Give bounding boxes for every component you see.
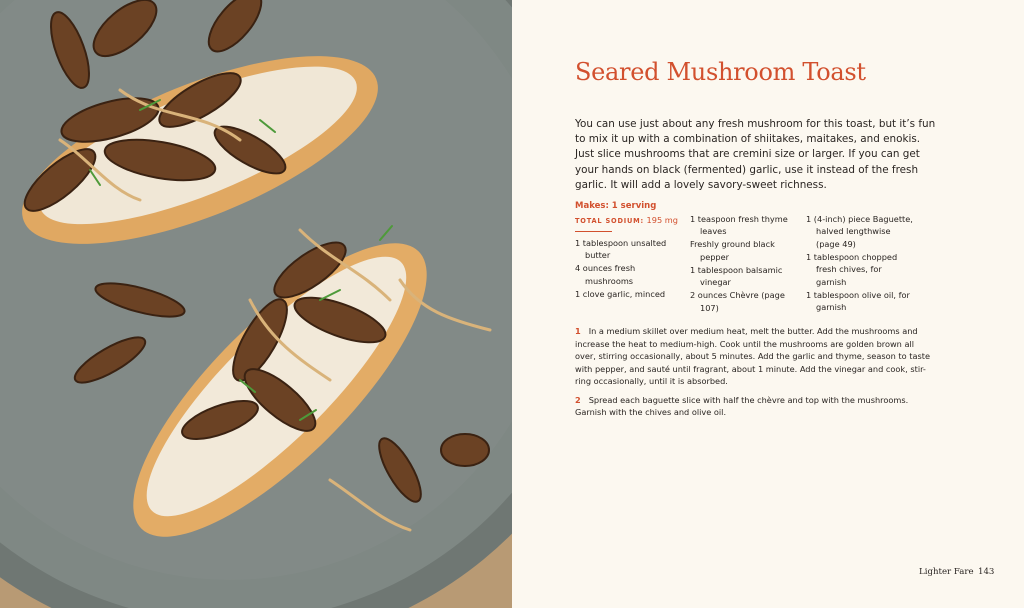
step-2	[575, 394, 917, 419]
footer-section-name: Lighter Fare	[919, 567, 974, 577]
ingredient-item	[806, 251, 913, 288]
ingredients-column-1	[575, 237, 666, 301]
step-number: 1	[575, 326, 581, 336]
intro-line: your hands on black (fermented) garlic, use it instead of the fresh	[575, 163, 919, 176]
ingredients-column-2	[690, 213, 788, 315]
ingredient-item	[575, 237, 666, 262]
ingredient-line: 1 tablespoon chopped	[806, 251, 898, 262]
intro-line: to mix it up with a combination of shiitakes, maitakes, and enokis.	[575, 133, 921, 146]
step-line	[575, 394, 917, 407]
ingredient-line: 107)	[700, 302, 719, 313]
step-line	[575, 325, 917, 338]
ingredient-line: 1 tablespoon balsamic	[690, 264, 783, 275]
ingredient-item	[806, 213, 913, 250]
servings-label: Makes: 1 serving	[575, 201, 657, 211]
ingredient-line: fresh chives, for	[816, 264, 882, 275]
step-text: In a medium skillet over medium heat, melt the butter. Add the mushrooms and	[588, 326, 918, 336]
ingredient-item	[575, 288, 666, 300]
ingredient-line: pepper	[700, 251, 730, 262]
step-line: ring occasionally, until it is absorbed.	[575, 376, 728, 386]
intro-line: Just slice mushrooms that are cremini size or larger. If you can get	[575, 148, 920, 161]
ingredient-line: garnish	[816, 276, 847, 287]
page-number: 143	[978, 567, 995, 577]
step-1	[575, 325, 930, 388]
ingredient-item	[575, 262, 666, 287]
step-number: 2	[575, 394, 581, 405]
ingredient-item	[690, 289, 788, 314]
ingredient-line: Freshly ground black	[690, 239, 775, 250]
ingredient-item	[690, 213, 788, 238]
sodium-info	[575, 215, 678, 225]
step-line: over, stirring occasionally, about 5 minutes. Add the garlic and thyme, season to taste	[575, 351, 930, 361]
ingredient-line: 1 tablespoon unsalted	[575, 238, 667, 248]
step-line: Garnish with the chives and olive oil.	[575, 407, 727, 417]
recipe-title: Seared Mushroom Toast	[575, 58, 866, 86]
ingredient-line: halved lengthwise	[816, 226, 891, 237]
ingredients-column-3	[806, 213, 913, 314]
ingredient-line: leaves	[700, 226, 727, 237]
step-line: with pepper, and sauté until fragrant, about 1 minute. Add the vinegar and cook, stir-	[575, 363, 926, 374]
recipe-page	[512, 0, 1024, 608]
ingredient-line: butter	[585, 250, 611, 261]
ingredient-line: 1 teaspoon fresh thyme	[690, 214, 788, 224]
ingredient-line: 1 tablespoon olive oil, for	[806, 289, 910, 300]
ingredient-line: mushrooms	[585, 275, 634, 286]
ingredient-line: (page 49)	[816, 238, 856, 249]
step-text: Spread each baguette slice with half the chèvre and top with the mushrooms.	[588, 394, 909, 405]
ingredient-item	[690, 238, 788, 263]
recipe-steps	[575, 325, 930, 425]
ingredient-line: vinegar	[700, 277, 731, 288]
ingredient-line: 4 ounces fresh	[575, 263, 636, 274]
intro-line: You can use just about any fresh mushroom for this toast, but it’s fun	[575, 118, 936, 130]
divider-rule	[575, 231, 612, 232]
ingredient-line: garnish	[816, 302, 847, 313]
intro-line: garlic. It will add a lovely savory-sweet richness.	[575, 178, 827, 191]
ingredient-item	[690, 264, 788, 289]
ingredient-line: 1 (4-inch) piece Baguette,	[806, 214, 913, 224]
ingredient-line: 2 ounces Chèvre (page	[690, 290, 785, 301]
sodium-value: 195 mg	[646, 215, 678, 225]
step-line: increase the heat to medium-high. Cook until the mushrooms are golden brown all	[575, 338, 915, 349]
ingredient-item	[806, 289, 913, 314]
sodium-label: TOTAL SODIUM:	[575, 217, 644, 225]
ingredient-line: 1 clove garlic, minced	[575, 288, 666, 299]
recipe-intro	[575, 117, 936, 193]
